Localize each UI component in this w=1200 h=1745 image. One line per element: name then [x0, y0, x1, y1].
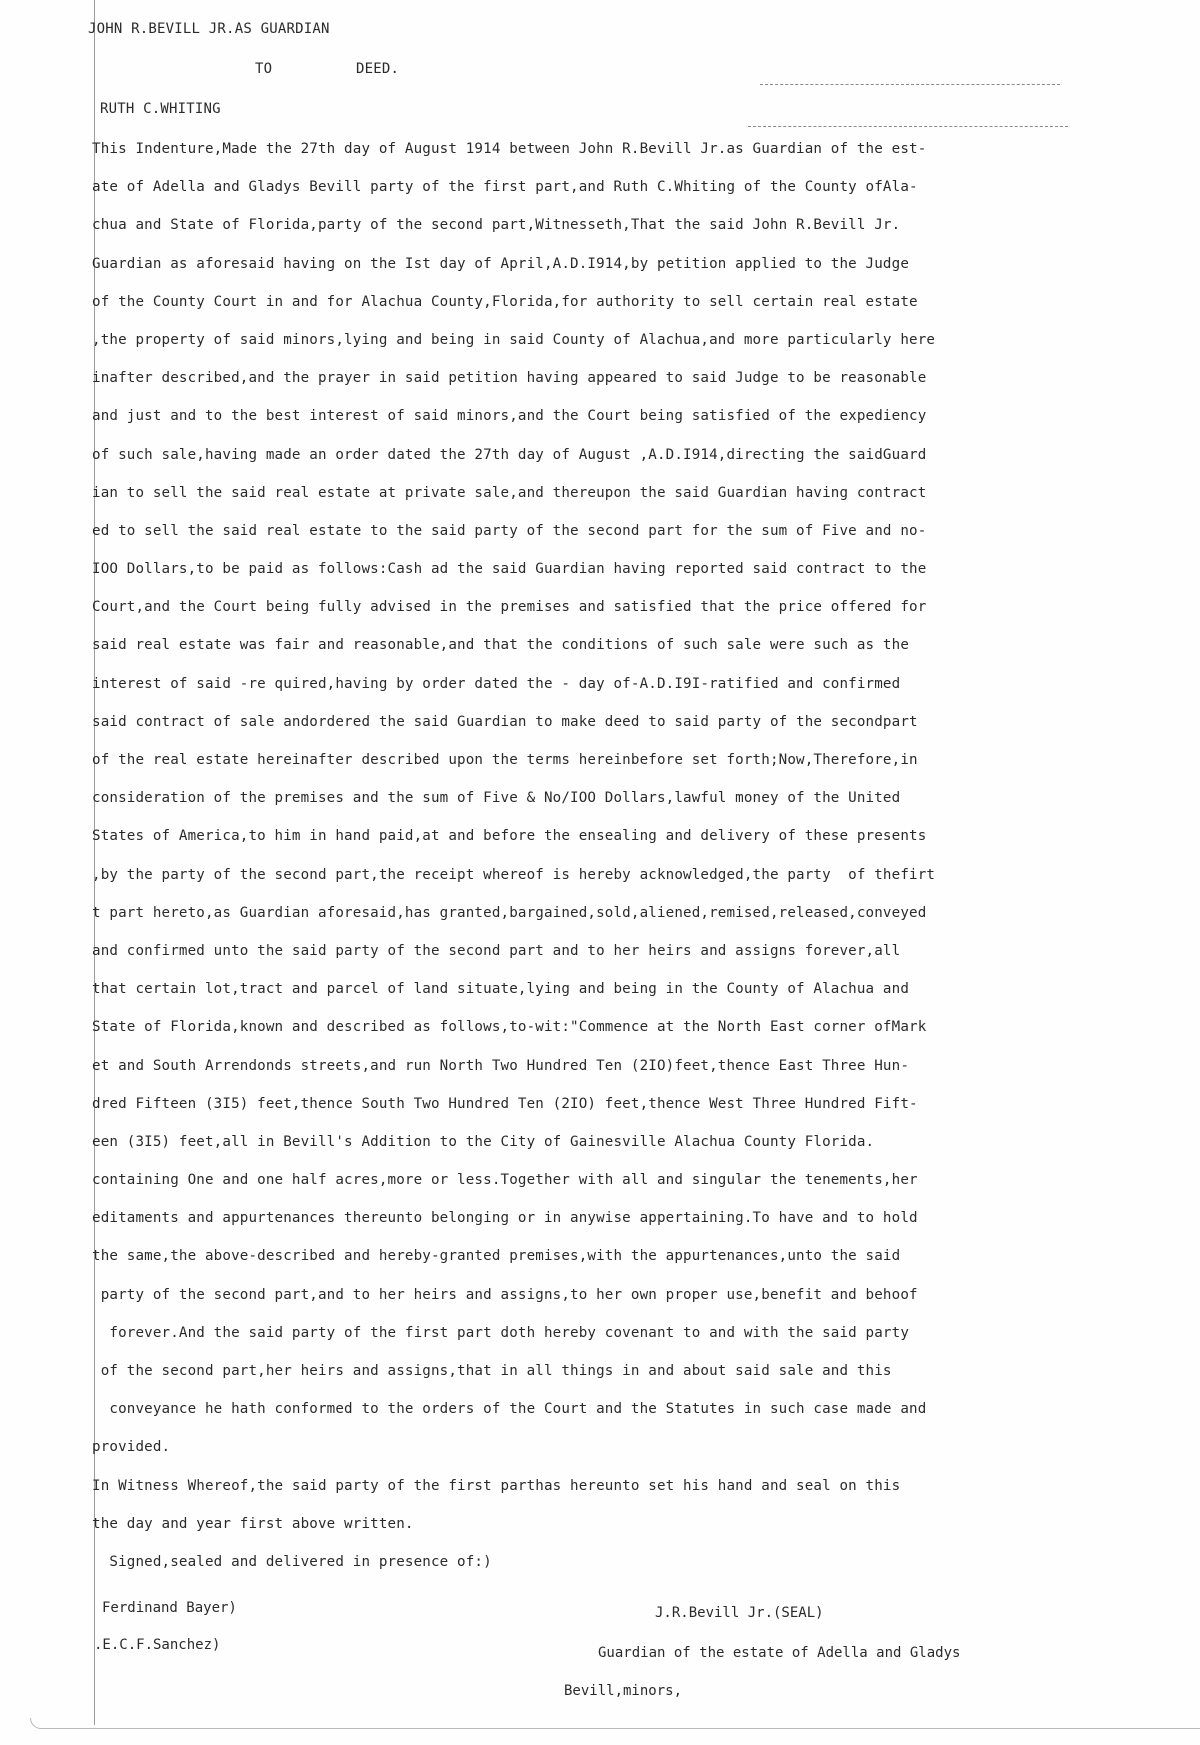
body-line: interest of said -re quired,having by order dated the - day of-A.D.I9I-ratified and confirmed [92, 675, 901, 692]
body-line: said real estate was fair and reasonable,and that the conditions of such sale were such as the [92, 637, 910, 654]
body-line: IOO Dollars,to be paid as follows:Cash ad the said Guardian having reported said contract to the [92, 561, 927, 578]
body-line: Court,and the Court being fully advised in the premises and satisfied that the price offered for [92, 599, 927, 616]
body-line: et and South Arrendonds streets,and run North Two Hundred Ten (2IO)feet,thence East Three Hun- [92, 1057, 910, 1074]
body-line: the day and year first above written. [92, 1515, 414, 1532]
to-label: TO [255, 61, 273, 77]
body-line: provided. [92, 1439, 171, 1456]
signatory-name: J.R.Bevill Jr.(SEAL) [655, 1605, 824, 1621]
grantor-heading: JOHN R.BEVILL JR.AS GUARDIAN [88, 21, 330, 37]
body-line: that certain lot,tract and parcel of land situate,lying and being in the County of Alachua and [92, 981, 910, 998]
body-line: Guardian as aforesaid having on the Ist day of April,A.D.I914,by petition applied to the Judge [92, 255, 910, 272]
body-line: consideration of the premises and the sum of Five & No/IOO Dollars,lawful money of the United [92, 790, 901, 807]
page-edge [30, 1718, 1200, 1729]
witness-first: Ferdinand Bayer) [102, 1600, 237, 1616]
body-line: forever.And the said party of the first part doth hereby covenant to and with the said party [92, 1324, 910, 1341]
body-line: t part hereto,as Guardian aforesaid,has granted,bargained,sold,aliened,remised,released,conveyed [92, 904, 927, 921]
body-line: editaments and appurtenances thereunto belonging or in anywise appertaining.To have and to hold [92, 1210, 918, 1227]
body-line: inafter described,and the prayer in said petition having appeared to said Judge to be reasonable [92, 370, 927, 387]
body-line: of the real estate hereinafter described upon the terms hereinbefore set forth;Now,Therefore,in [92, 752, 918, 768]
body-line: party of the second part,and to her heirs and assigns,to her own proper use,benefit and behoof [92, 1286, 918, 1303]
grantee-heading: RUTH C.WHITING [100, 101, 221, 117]
deed-body [92, 130, 1092, 1581]
body-line: containing One and one half acres,more or less.Together with all and singular the tenements,her [92, 1172, 918, 1189]
body-line: This Indenture,Made the 27th day of August 1914 between John R.Bevill Jr.as Guardian of the est- [92, 141, 927, 157]
body-line: ian to sell the said real estate at private sale,and thereupon the said Guardian having contract [92, 484, 927, 501]
body-line: ,the property of said minors,lying and being in said County of Alachua,and more particularly here [92, 331, 936, 348]
body-line: said contract of sale andordered the said Guardian to make deed to said party of the secondpart [92, 713, 918, 730]
body-line: of the County Court in and for Alachua County,Florida,for authority to sell certain real estate [92, 293, 918, 310]
body-line: of the second part,her heirs and assigns,that in all things in and about said sale and this [92, 1363, 892, 1379]
body-line: ate of Adella and Gladys Bevill party of the first part,and Ruth C.Whiting of the County ofAla- [92, 179, 918, 196]
body-line: and just and to the best interest of said minors,and the Court being satisfied of the expediency [92, 408, 927, 425]
signatory-title-line1: Guardian of the estate of Adella and Gladys [598, 1645, 961, 1661]
body-line: een (3I5) feet,all in Bevill's Addition to the City of Gainesville Alachua County Florida. [92, 1133, 875, 1150]
body-line: Signed,sealed and delivered in presence of:) [92, 1553, 492, 1570]
body-line: and confirmed unto the said party of the second part and to her heirs and assigns forever,all [92, 942, 901, 959]
body-line: conveyance he hath conformed to the orders of the Court and the Statutes in such case made and [92, 1401, 927, 1418]
header-rule-upper [760, 84, 1060, 85]
body-line: ,by the party of the second part,the receipt whereof is hereby acknowledged,the party of thefirt [92, 866, 936, 883]
body-line: the same,the above-described and hereby-granted premises,with the appurtenances,unto the said [92, 1248, 901, 1265]
body-line: State of Florida,known and described as follows,to-wit:"Commence at the North East corner ofMark [92, 1019, 927, 1036]
body-line: dred Fifteen (3I5) feet,thence South Two Hundred Ten (2IO) feet,thence West Three Hundred Fift- [92, 1095, 918, 1112]
body-line: In Witness Whereof,the said party of the first parthas hereunto set his hand and seal on this [92, 1477, 901, 1494]
body-line: ed to sell the said real estate to the said party of the second part for the sum of Five and no- [92, 522, 927, 539]
header-rule-lower [748, 126, 1068, 127]
body-line: States of America,to him in hand paid,at and before the ensealing and delivery of these presents [92, 828, 927, 845]
document-type: DEED. [356, 61, 400, 77]
witness-second: .E.C.F.Sanchez) [94, 1637, 221, 1653]
body-line: chua and State of Florida,party of the second part,Witnesseth,That the said John R.Bevill Jr. [92, 217, 901, 234]
body-line: of such sale,having made an order dated the 27th day of August ,A.D.I914,directing the saidGuard [92, 446, 927, 463]
signatory-title-line2: Bevill,minors, [564, 1683, 683, 1699]
